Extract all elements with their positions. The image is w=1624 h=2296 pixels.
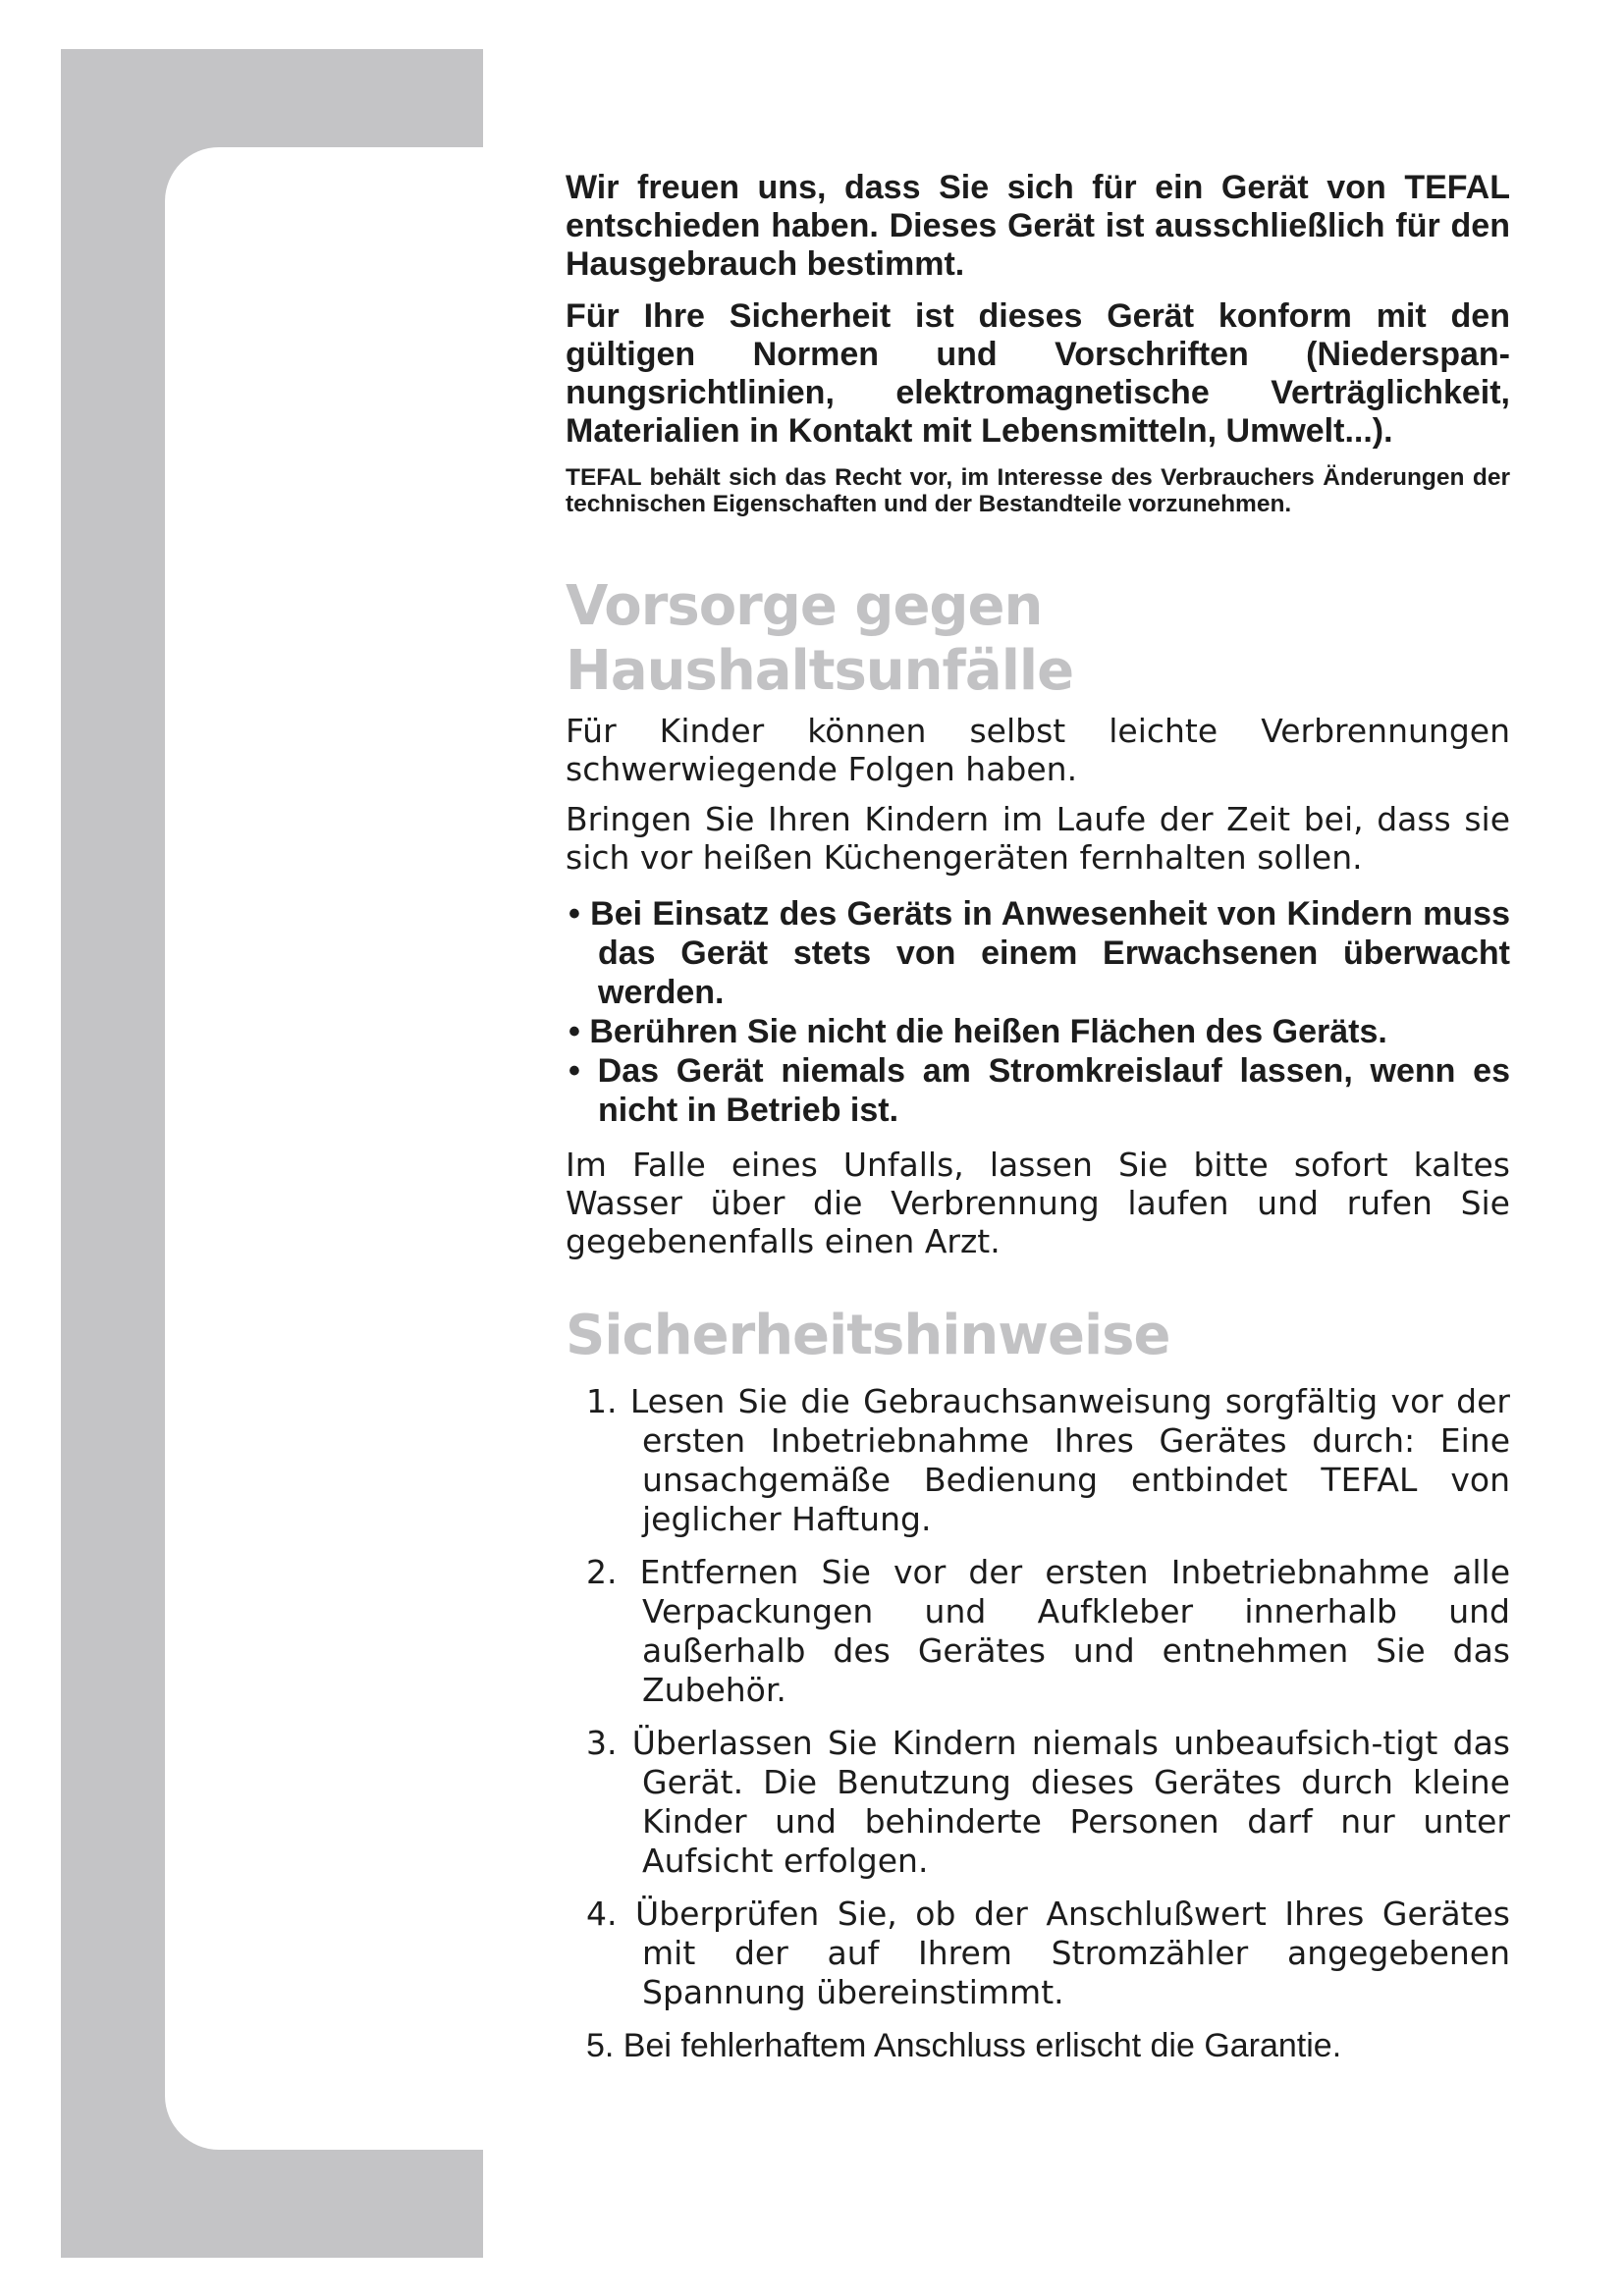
bullet-item: • Bei Einsatz des Geräts in Anwesenheit von Kindern muss das Gerät stets von einem Erwachsenen überwacht werden. bbox=[568, 895, 1510, 1011]
accidents-paragraph-1: Für Kinder können selbst leichte Verbrennungen schwerwiegende Folgen haben. bbox=[566, 712, 1510, 788]
bullet-item: • Berühren Sie nicht die heißen Flächen des Geräts. bbox=[568, 1013, 1387, 1050]
safety-item: 1. Lesen Sie die Gebrauchsanweisung sorgfältig vor der ersten Inbetriebnahme Ihres Gerätes durch: Eine unsachgemäße Bedienung entbindet TEFAL von jeglicher Haftung. bbox=[586, 1382, 1510, 1538]
safety-numbered-list bbox=[566, 1382, 1510, 2065]
intro-paragraph-1: Wir freuen uns, dass Sie sich für ein Gerät von TEFAL entschieden haben. Dieses Gerät ist ausschließlich für den Hausgebrauch bestimmt. bbox=[566, 169, 1510, 283]
safety-item: 2. Entfernen Sie vor der ersten Inbetriebnahme alle Verpackungen und Aufkleber innerhalb und außerhalb des Gerätes und entnehmen Sie das Zubehör. bbox=[586, 1553, 1510, 1709]
section-title-safety: Sicherheitshinweise bbox=[566, 1304, 1170, 1367]
safety-item: 3. Überlassen Sie Kindern niemals unbeaufsich-tigt das Gerät. Die Benutzung dieses Gerätes durch kleine Kinder und behinderte Personen darf nur unter Aufsicht erfolgen. bbox=[586, 1724, 1510, 1880]
page-content bbox=[566, 169, 1510, 2079]
safety-item: 4. Überprüfen Sie, ob der Anschlußwert Ihres Gerätes mit der auf Ihrem Stromzähler angegebenen Spannung übereinstimmt. bbox=[586, 1895, 1510, 2011]
accidents-paragraph-2: Bringen Sie Ihren Kindern im Laufe der Zeit bei, dass sie sich vor heißen Küchengeräten fernhalten sollen. bbox=[566, 800, 1510, 877]
safety-item: 5. Bei fehlerhaftem Anschluss erlischt die Garantie. bbox=[586, 2027, 1342, 2064]
side-decoration-inner bbox=[165, 147, 518, 2150]
section-title-accidents: Vorsorge gegen Haushaltsunfälle bbox=[566, 574, 1074, 703]
bullet-item: • Das Gerät niemals am Stromkreislauf lassen, wenn es nicht in Betrieb ist. bbox=[568, 1052, 1510, 1129]
accidents-bullet-list bbox=[566, 894, 1510, 1130]
intro-paragraph-2: Für Ihre Sicherheit ist dieses Gerät konform mit den gültigen Normen und Vorschriften (Niederspan-nungsrichtlinien, elektromagnetische Verträglichkeit, Materialien in Kontakt mit Lebensmitteln, Umwelt...). bbox=[566, 297, 1510, 450]
accidents-paragraph-3: Im Falle eines Unfalls, lassen Sie bitte sofort kaltes Wasser über die Verbrennung laufen und rufen Sie gegebenenfalls einen Arzt. bbox=[566, 1146, 1510, 1260]
intro-note: TEFAL behält sich das Recht vor, im Interesse des Verbrauchers Änderungen der technischen Eigenschaften und der Bestandteile vorzunehmen. bbox=[566, 464, 1510, 517]
